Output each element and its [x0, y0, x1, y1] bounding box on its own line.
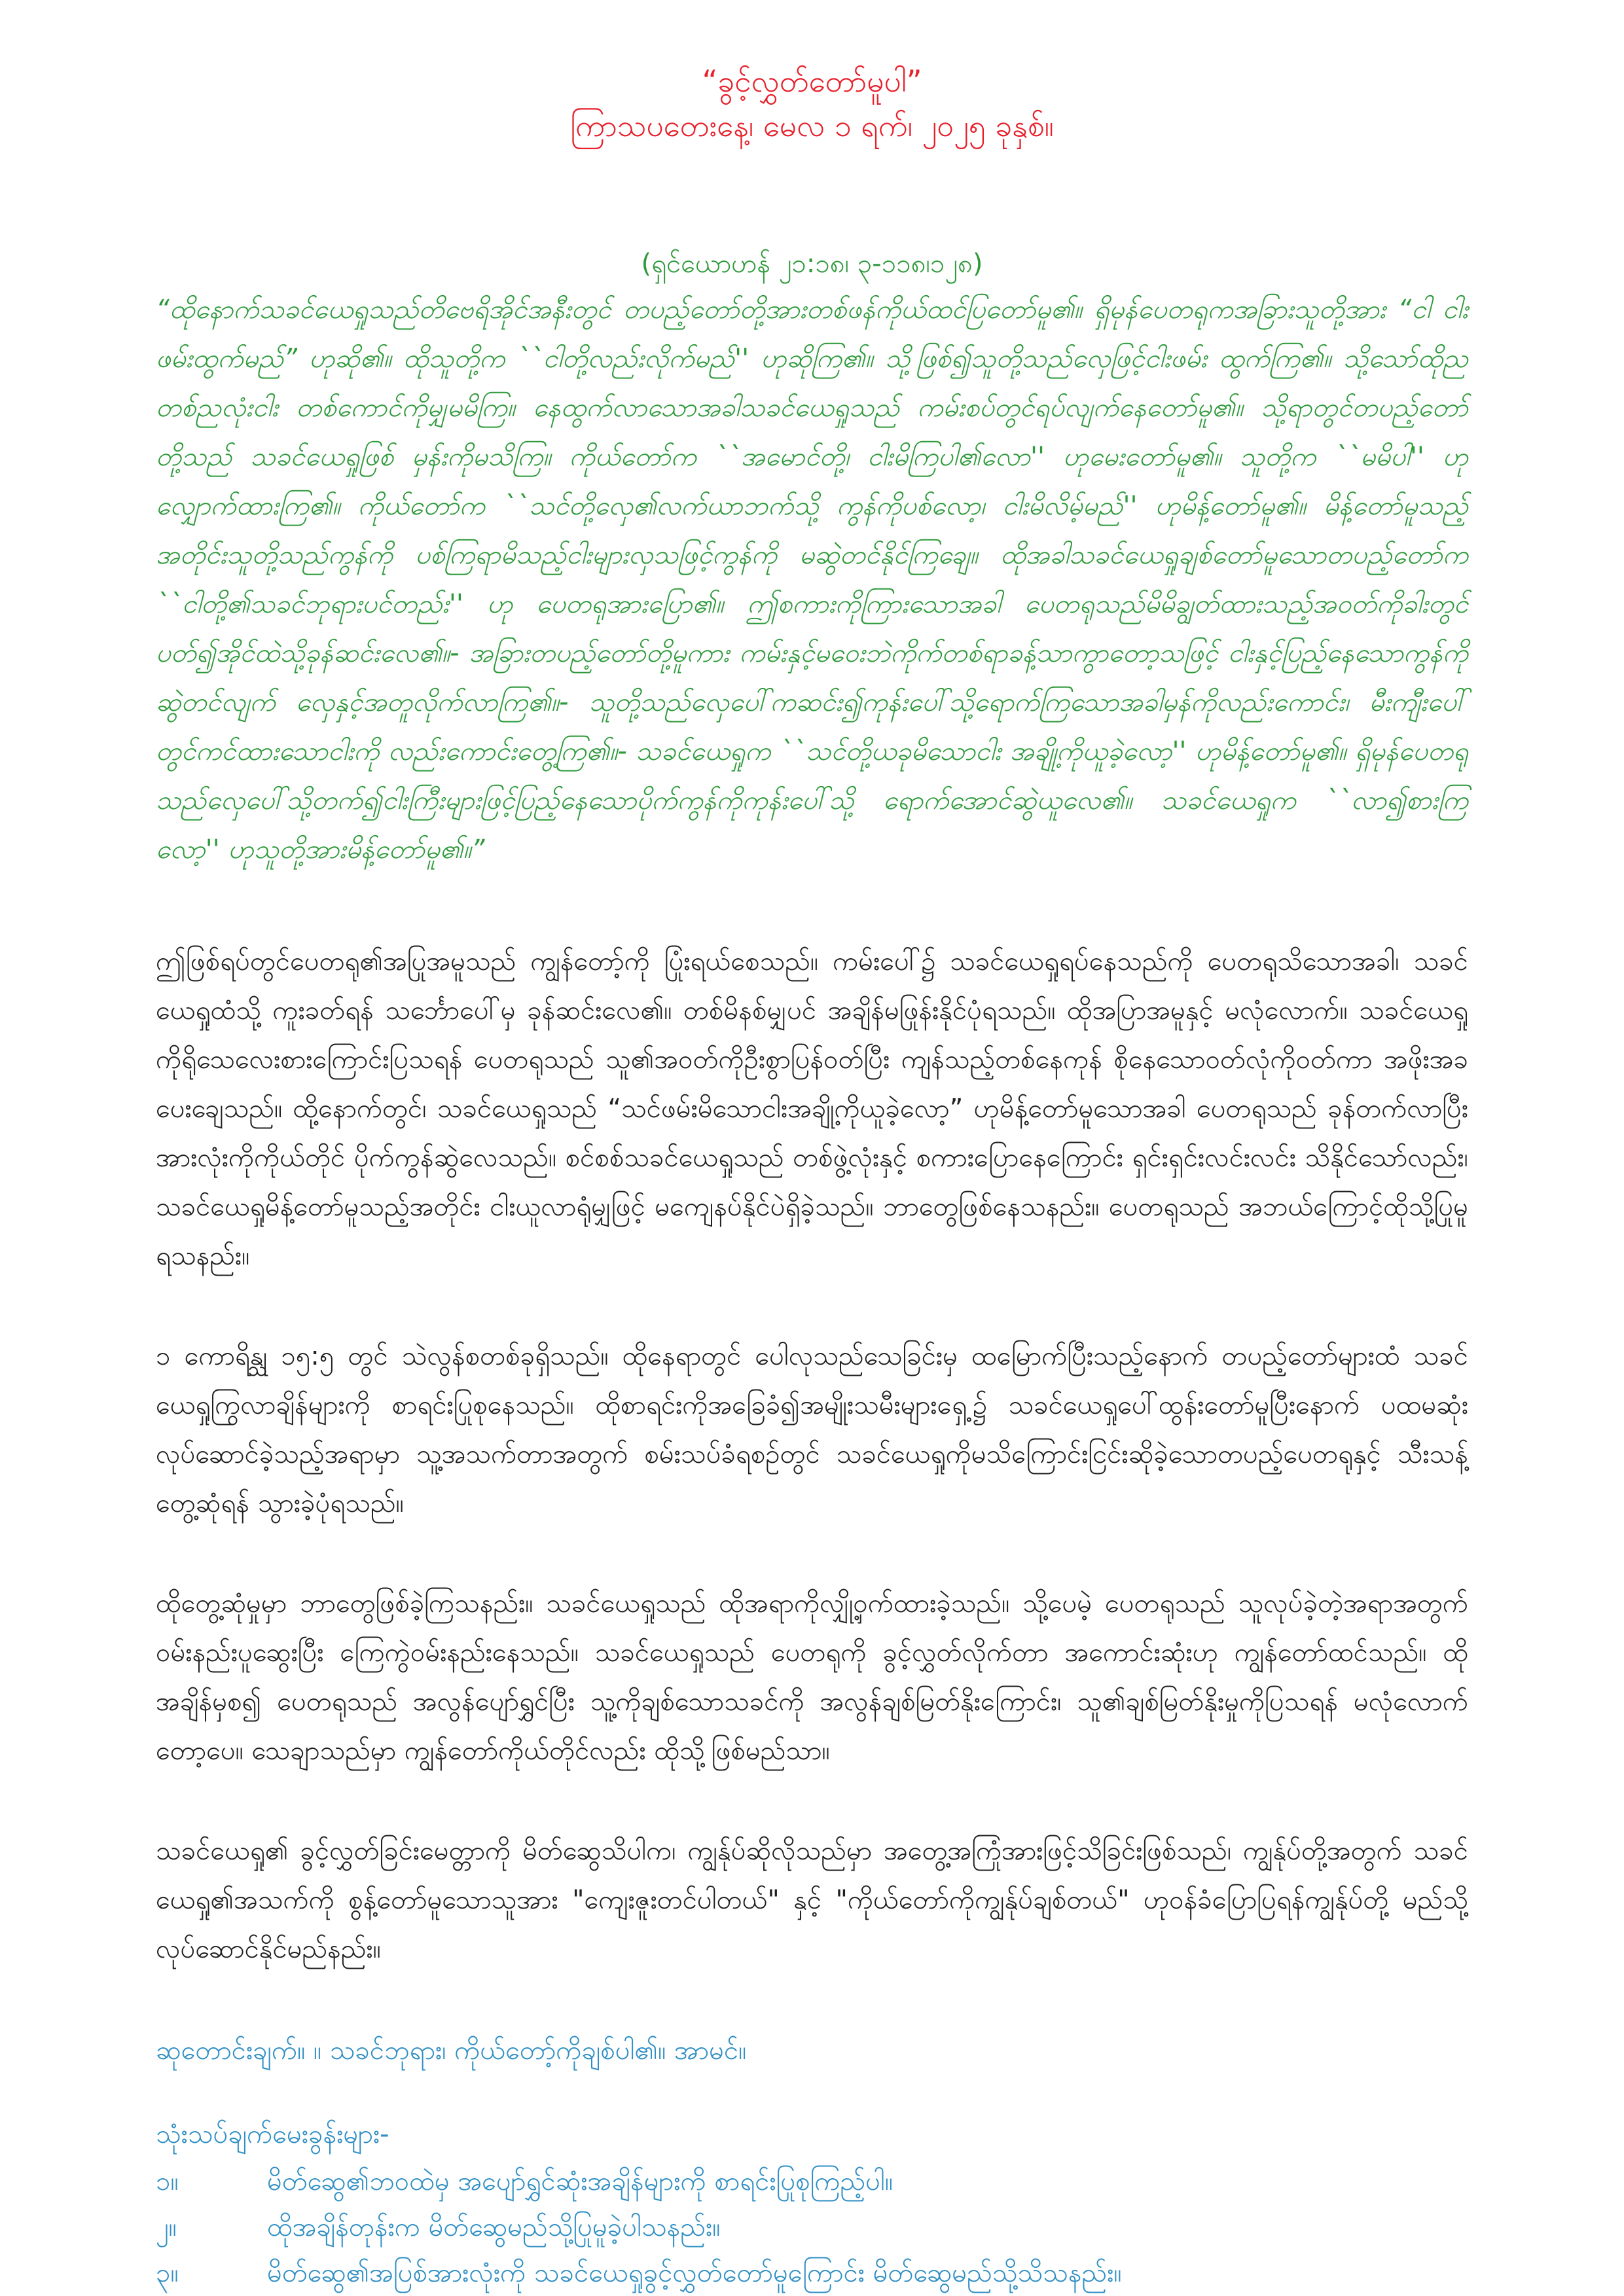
body-paragraph-1: ဤဖြစ်ရပ်တွင်ပေတရု၏အပြုအမူသည် ကျွန်တော့်ကို ပြုံးရယ်စေသည်။ ကမ်းပေါ်၌ သခင်ယေရှုရပ်နေသည်ကို ပေတရုသိသောအခါ၊ သခင်ယေရှုထံသို့ ကူးခတ်ရန် သင်္ဘောပေါ်မှ ခုန်ဆင်းလေ၏။ တစ်မိနစ်မျှပင် အချိန်မဖြုန်းနိုင်ပုံရသည်။ ထိုအပြာအမူနှင့် မလုံလောက်။ သခင်ယေရှုကိုရိုသေလေးစားကြောင်းပြသရန် ပေတရုသည် သူ၏အဝတ်ကိုဦးစွာပြန်ဝတ်ပြီး ကျန်သည့်တစ်နေကုန် စိုနေသောဝတ်လုံကိုဝတ်ကာ အဖိုးအခပေးချေသည်။ ထို့နောက်တွင်၊ သခင်ယေရှုသည် “သင်ဖမ်းမိသောငါးအချို့ကိုယူခဲ့လော့” ဟုမိန့်တော်မူသောအခါ ပေတရုသည် ခုန်တက်လာပြီး အားလုံးကိုကိုယ်တိုင် ပိုက်ကွန်ဆွဲလေသည်။ စင်စစ်သခင်ယေရှုသည် တစ်ဖွဲ့လုံးနှင့် စကားပြောနေကြောင်း ရှင်းရှင်းလင်းလင်း သိနိုင်သော်လည်း၊ သခင်ယေရှုမိန့်တော်မူသည့်အတိုင်း ငါးယူလာရုံမျှဖြင့် မကျေနပ်နိုင်ပဲရှိခဲ့သည်။ ဘာတွေဖြစ်နေသနည်း။ ပေတရုသည် အဘယ်ကြောင့်ထိုသို့ပြုမူရသနည်း။ [156, 946, 1468, 1271]
question-item [156, 2207, 1468, 2248]
question-number: ၁။ [156, 2166, 179, 2197]
questions-heading: သုံးသပ်ချက်မေးခွန်းများ- [156, 2119, 389, 2149]
question-text: ထိုအချိန်တုန်းက မိတ်ဆွေမည်သို့ပြုမူခဲ့ပါသနည်း။ [267, 2212, 721, 2242]
body-paragraph-2: ၁ ကောရိန္သု ၁၅:၅ တွင် သဲလွန်စတစ်ခုရှိသည်။ ထိုနေရာတွင် ပေါလုသည်သေခြင်းမှ ထမြောက်ပြီးသည့်နောက် တပည့်တော်များထံ သခင်ယေရှုကြွလာချိန်များကို စာရင်းပြုစုနေသည်။ ထိုစာရင်းကိုအခြေခံ၍အမျိုးသမီးများရှေ့၌ သခင်ယေရှုပေါ်ထွန်းတော်မူပြီးနောက် ပထမဆုံးလုပ်ဆောင်ခဲ့သည့်အရာမှာ သူ့အသက်တာအတွက် စမ်းသပ်ခံရစဉ်တွင် သခင်ယေရှုကိုမသိကြောင်းငြင်းဆိုခဲ့သောတပည့်ပေတရုနှင့် သီးသန့်တွေ့ဆုံရန် သွားခဲ့ပုံရသည်။ [156, 1341, 1468, 1518]
prayer-text: ဆုတောင်းချက်။ ။ သခင်ဘုရား၊ ကိုယ်တော့်ကိုချစ်ပါ၏။ အာမင်။ [156, 2036, 747, 2066]
reflection-questions [156, 2114, 1468, 2293]
body-paragraph-3: ထိုတွေ့ဆုံမှုမှာ ဘာတွေဖြစ်ခဲ့ကြသနည်း။ သခင်ယေရှုသည် ထိုအရာကိုလျှို့ဝှက်ထားခဲ့သည်။ သို့ပေမဲ့ ပေတရုသည် သူလုပ်ခဲ့တဲ့အရာအတွက် ဝမ်းနည်းပူဆွေးပြီး ကြေကွဲဝမ်းနည်းနေသည်။ သခင်ယေရှုသည် ပေတရုကို ခွင့်လွှတ်လိုက်တာ အကောင်းဆုံးဟု ကျွန်တော်ထင်သည်။ ထိုအချိန်မှစ၍ ပေတရုသည် အလွန်ပျော်ရွှင်ပြီး သူ့ကိုချစ်သောသခင်ကို အလွန်ချစ်မြတ်နိုးကြောင်း၊ သူ၏ချစ်မြတ်နိုးမှုကိုပြသရန် မလုံလောက်တော့ပေ။ သေချာသည်မှာ ကျွန်တော်ကိုယ်တိုင်လည်း ထိုသို့ဖြစ်မည်သာ။ [156, 1588, 1468, 1766]
question-text: မိတ်ဆွေ၏ဘဝထဲမှ အပျော်ရွှင်ဆုံးအချိန်များကို စာရင်းပြုစုကြည့်ပါ။ [267, 2166, 893, 2197]
question-number: ၃။ [156, 2258, 179, 2288]
body-paragraph-4: သခင်ယေရှု၏ ခွင့်လွှတ်ခြင်းမေတ္တာကို မိတ်ဆွေသိပါက၊ ကျွန်ုပ်ဆိုလိုသည်မှာ အတွေ့အကြုံအားဖြင့်သိခြင်းဖြစ်သည်၊ ကျွန်ုပ်တို့အတွက် သခင်ယေရှု၏အသက်ကို စွန့်တော်မူသောသူအား "ကျေးဇူးတင်ပါတယ်" နှင့် "ကိုယ်တော်ကိုကျွန်ုပ်ချစ်တယ်" ဟုဝန်ခံပြောပြရန်ကျွန်ုပ်တို့ မည်သို့လုပ်ဆောင်နိုင်မည်နည်း။ [156, 1836, 1468, 1964]
title-line-1: “ခွင့်လွှတ်တော်မူပါ” [702, 63, 922, 99]
scripture-passage: “ထိုနောက်သခင်ယေရှုသည်တိဗေရိအိုင်အနီးတွင် တပည့်တော်တို့အားတစ်ဖန်ကိုယ်ထင်ပြတော်မူ၏။ ရှိမုန်ပေတရုကအခြားသူတို့အား “ငါ ငါး ဖမ်းထွက်မည်” ဟုဆို၏။ ထိုသူတို့က ``ငါတို့လည်းလိုက်မည်'' ဟုဆိုကြ၏။ သို့ဖြစ်၍သူတို့သည်လှေဖြင့်ငါးဖမ်း ထွက်ကြ၏။ သို့သော်ထိုညတစ်ညလုံးငါး တစ်ကောင်ကိုမျှမမိကြ။ နေထွက်လာသောအခါသခင်ယေရှုသည် ကမ်းစပ်တွင်ရပ်လျက်နေတော်မူ၏။ သို့ရာတွင်တပည့်တော်တို့သည် သခင်ယေရှုဖြစ် မှန်းကိုမသိကြ။ ကိုယ်တော်က ``အမောင်တို့၊ ငါးမိကြပါ၏လော'' ဟုမေးတော်မူ၏။ သူတို့က ``မမိပါ'' ဟုလျှောက်ထားကြ၏။ ကိုယ်တော်က ``သင်တို့လှေ၏လက်ယာဘက်သို့ ကွန်ကိုပစ်လော့၊ ငါးမိလိမ့်မည်'' ဟုမိန့်တော်မူ၏။ မိန့်တော်မူသည့်အတိုင်းသူတို့သည်ကွန်ကို ပစ်ကြရာမိသည့်ငါးများလှသဖြင့်ကွန်ကို မဆွဲတင်နိုင်ကြချေ။ ထိုအခါသခင်ယေရှုချစ်တော်မူသောတပည့်တော်က ``ငါတို့၏သခင်ဘုရားပင်တည်း'' ဟု ပေတရုအားပြော၏။ ဤစကားကိုကြားသောအခါ ပေတရုသည်မိမိချွတ်ထားသည့်အဝတ်ကိုခါးတွင်ပတ်၍အိုင်ထဲသို့ခုန်ဆင်းလေ၏။- အခြားတပည့်တော်တို့မူကား ကမ်းနှင့်မဝေးဘဲကိုက်တစ်ရာခန့်သာကွာတော့သဖြင့် ငါးနှင့်ပြည့်နေသောကွန်ကိုဆွဲတင်လျက် လှေနှင့်အတူလိုက်လာကြ၏။- သူတို့သည်လှေပေါ်ကဆင်း၍ကုန်းပေါ်သို့ရောက်ကြသောအခါမှန်ကိုလည်းကောင်း၊ မီးကျီးပေါ်တွင်ကင်ထားသောငါးကို လည်းကောင်းတွေ့ကြ၏။- သခင်ယေရှုက ``သင်တို့ယခုမိသောငါး အချို့ကိုယူခဲ့လော့'' ဟုမိန့်တော်မူ၏။ ရှိမုန်ပေတရုသည်လှေပေါ်သို့တက်၍ငါးကြီးများဖြင့်ပြည့်နေသောပိုက်ကွန်ကိုကုန်းပေါ်သို့ ရောက်အောင်ဆွဲယူလေ၏။ သခင်ယေရှုက ``လာ၍စားကြလော့'' ဟုသူတို့အားမိန့်တော်မူ၏။” [156, 295, 1468, 865]
title-line-2-date: ကြာသပတေးနေ့၊ မေလ ၁ ရက်၊ ၂၀၂၅ ခုနှစ်။ [570, 108, 1054, 143]
question-text: မိတ်ဆွေ၏အပြစ်အားလုံးကို သခင်ယေရှုခွင့်လွှတ်တော်မူကြောင်း မိတ်ဆွေမည်သို့သိသနည်း။ [267, 2258, 1122, 2288]
question-item [156, 2253, 1468, 2293]
question-number: ၂။ [156, 2212, 177, 2242]
title-block [156, 59, 1468, 148]
scripture-reference: (ရှင်ယောဟန် ၂၁:၁၈၊ ၃-၁၁၈၊၁၂၈) [641, 249, 983, 279]
question-item [156, 2161, 1468, 2202]
